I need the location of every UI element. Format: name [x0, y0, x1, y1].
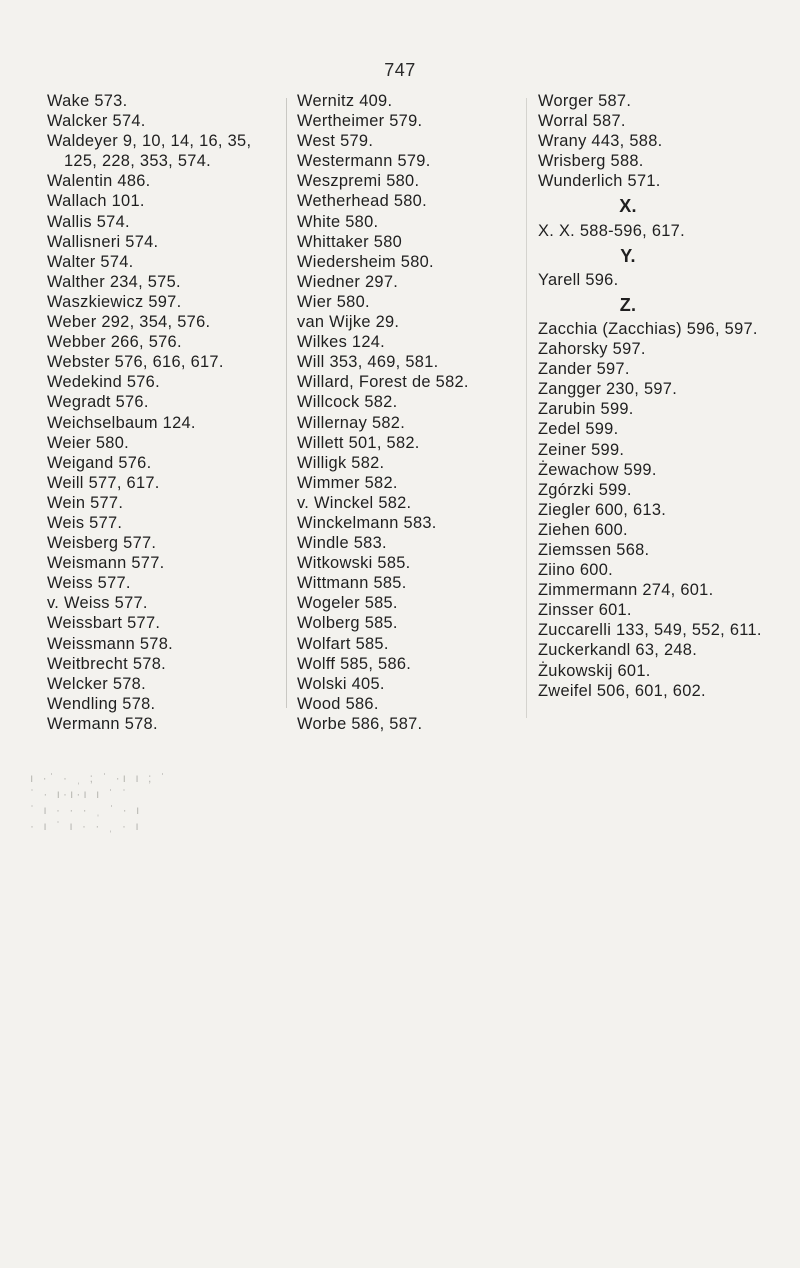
- index-entry: Wallach 101.: [47, 192, 145, 211]
- index-entry: Zarubin 599.: [538, 400, 634, 419]
- index-entry: Wiedner 297.: [297, 272, 399, 291]
- index-entry: Weismann 577.: [47, 554, 165, 573]
- index-column-right: [538, 91, 800, 701]
- index-entry: Wertheimer 579.: [297, 112, 423, 131]
- index-entry: Wier 580.: [297, 292, 370, 311]
- index-entry: Wolberg 585.: [297, 614, 398, 633]
- section-letter-heading: Z.: [619, 294, 637, 315]
- index-entry: Weissmann 578.: [47, 634, 173, 653]
- index-entry: Wallis 574.: [47, 212, 130, 231]
- column-divider: [526, 98, 527, 718]
- index-entry: Webber 266, 576.: [47, 333, 182, 352]
- index-entry: Wogeler 585.: [297, 594, 398, 613]
- index-entry: Zimmermann 274, 601.: [538, 581, 714, 600]
- index-entry: Zangger 230, 597.: [538, 380, 678, 399]
- index-entry: White 580.: [297, 212, 379, 231]
- index-entry: Wimmer 582.: [297, 473, 398, 492]
- index-entry: Zacchia (Zacchias) 596, 597.: [538, 319, 758, 338]
- index-entry: Wiedersheim 580.: [297, 252, 434, 271]
- index-entry: Wolff 585, 586.: [297, 654, 412, 673]
- index-entry: Zgórzki 599.: [538, 480, 632, 499]
- index-entry: Wolski 405.: [297, 674, 385, 693]
- index-entry: Willcock 582.: [297, 393, 398, 412]
- index-entry: Wein 577.: [47, 493, 124, 512]
- index-entry: Weier 580.: [47, 433, 129, 452]
- index-entry: Wilkes 124.: [297, 333, 386, 352]
- index-entry: Zedel 599.: [538, 420, 619, 439]
- index-entry: Ziino 600.: [538, 561, 613, 580]
- index-entry: 125, 228, 353, 574.: [64, 152, 211, 171]
- index-entry: Wermann 578.: [47, 714, 158, 733]
- index-entry: Zuckerkandl 63, 248.: [538, 641, 698, 660]
- index-entry: Willett 501, 582.: [297, 433, 420, 452]
- index-entry: Will 353, 469, 581.: [297, 353, 439, 372]
- index-entry: Wunderlich 571.: [538, 172, 661, 191]
- index-entry: Wendling 578.: [47, 694, 156, 713]
- index-entry: Welcker 578.: [47, 674, 146, 693]
- index-entry: Wegradt 576.: [47, 393, 149, 412]
- index-entry: Willernay 582.: [297, 413, 406, 432]
- index-entry: Ziegler 600, 613.: [538, 500, 667, 519]
- index-entry: Wedekind 576.: [47, 373, 160, 392]
- index-column-left: [47, 91, 282, 734]
- index-entry: Winckelmann 583.: [297, 513, 437, 532]
- index-entry: Weitbrecht 578.: [47, 654, 166, 673]
- index-entry: Wood 586.: [297, 694, 379, 713]
- index-entry: Walcker 574.: [47, 112, 146, 131]
- page-number: 747: [384, 60, 416, 80]
- index-entry: Walentin 486.: [47, 172, 151, 191]
- index-entry: Whittaker 580: [297, 232, 403, 251]
- index-entry: Wetherhead 580.: [297, 192, 427, 211]
- index-entry: Zweifel 506, 601, 602.: [538, 681, 706, 700]
- index-entry: Windle 583.: [297, 534, 387, 553]
- index-entry: v. Weiss 577.: [47, 594, 148, 613]
- index-entry: Wittmann 585.: [297, 574, 407, 593]
- index-entry: Walther 234, 575.: [47, 272, 181, 291]
- index-entry: Zeiner 599.: [538, 440, 625, 459]
- index-entry: Worger 587.: [538, 92, 632, 110]
- index-entry: Żewachow 599.: [538, 460, 657, 479]
- index-entry: Wallisneri 574.: [47, 232, 159, 251]
- index-entry: Wake 573.: [47, 92, 128, 110]
- index-entry: Wrisberg 588.: [538, 152, 644, 171]
- index-column-middle: [297, 91, 507, 734]
- index-entry: Witkowski 585.: [297, 554, 411, 573]
- index-entry: Wernitz 409.: [297, 92, 393, 110]
- index-entry: Żukowskij 601.: [538, 661, 651, 680]
- index-entry: Weigand 576.: [47, 453, 152, 472]
- index-entry: Waszkiewicz 597.: [47, 292, 182, 311]
- index-entry: Waldeyer 9, 10, 14, 16, 35,: [47, 132, 252, 151]
- index-entry: Westermann 579.: [297, 152, 431, 171]
- index-entry: Weber 292, 354, 576.: [47, 313, 211, 332]
- index-entry: Weis 577.: [47, 513, 123, 532]
- index-entry: v. Winckel 582.: [297, 493, 412, 512]
- section-letter-heading: Y.: [620, 245, 636, 266]
- index-entry: Wolfart 585.: [297, 634, 389, 653]
- index-entry: Zinsser 601.: [538, 601, 632, 620]
- index-entry: Zander 597.: [538, 360, 630, 379]
- index-entry: Weszpremi 580.: [297, 172, 420, 191]
- column-divider: [286, 98, 287, 708]
- index-entry: Webster 576, 616, 617.: [47, 353, 224, 372]
- index-entry: Willard, Forest de 582.: [297, 373, 469, 392]
- index-entry: Yarell 596.: [538, 270, 619, 289]
- index-entry: Ziehen 600.: [538, 520, 628, 539]
- section-letter-heading: X.: [619, 196, 637, 217]
- index-entry: X. X. 588-596, 617.: [538, 221, 685, 240]
- index-entry: Worral 587.: [538, 112, 626, 131]
- index-entry: Worbe 586, 587.: [297, 714, 423, 733]
- index-entry: Ziemssen 568.: [538, 540, 650, 559]
- index-entry: Walter 574.: [47, 252, 134, 271]
- index-entry: Weissbart 577.: [47, 614, 161, 633]
- index-entry: Willigk 582.: [297, 453, 385, 472]
- bleed-through-marks: ı ·ˈ · ˌ ; ˈ ·ı ı ; ˈ ˈ · ı·ı·ı ı ˈ ˈ ˈ ı · · · ˌ ˈ · ı · ı ˈ ı · · ˌ · ı: [30, 771, 168, 833]
- index-entry: Wrany 443, 588.: [538, 132, 663, 151]
- index-entry: Weiss 577.: [47, 574, 131, 593]
- index-entry: Weichselbaum 124.: [47, 413, 196, 432]
- index-entry: Zahorsky 597.: [538, 340, 646, 359]
- index-entry: Zuccarelli 133, 549, 552, 611.: [538, 621, 762, 640]
- index-entry: Weisberg 577.: [47, 534, 157, 553]
- index-entry: van Wijke 29.: [297, 313, 400, 332]
- index-entry: West 579.: [297, 132, 374, 151]
- index-entry: Weill 577, 617.: [47, 473, 160, 492]
